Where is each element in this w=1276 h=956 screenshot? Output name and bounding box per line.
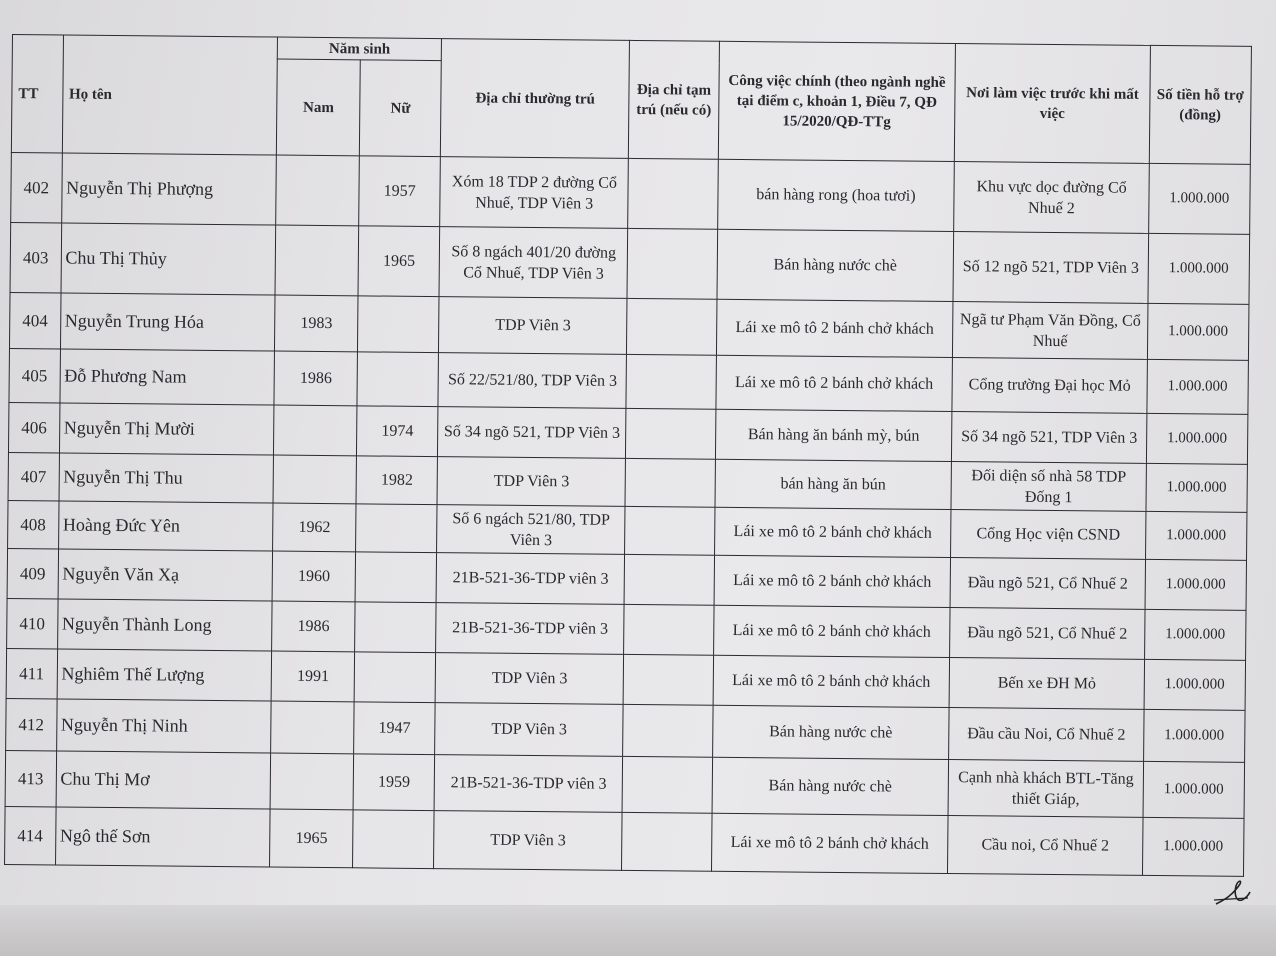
row-nu bbox=[355, 552, 436, 603]
row-tam-tru bbox=[625, 458, 715, 507]
row-tam-tru bbox=[622, 812, 712, 871]
row-ho-ten: Đỗ Phương Nam bbox=[60, 349, 275, 405]
header-noi-lam-viec: Nơi làm việc trước khi mất việc bbox=[955, 44, 1150, 164]
row-tt: 405 bbox=[9, 348, 60, 402]
row-so-tien: 1.000.000 bbox=[1147, 359, 1249, 414]
row-thuong-tru: 21B-521-36-TDP viên 3 bbox=[436, 553, 625, 605]
row-so-tien: 1.000.000 bbox=[1143, 709, 1245, 762]
row-ho-ten: Nguyễn Thành Long bbox=[57, 599, 272, 651]
row-ho-ten: Hoàng Đức Yên bbox=[58, 501, 273, 551]
row-thuong-tru: Số 6 ngách 521/80, TDP Viên 3 bbox=[437, 505, 626, 555]
row-tt: 409 bbox=[7, 548, 58, 598]
table-row bbox=[11, 152, 1251, 234]
row-tt: 403 bbox=[10, 222, 61, 292]
support-list-table bbox=[4, 34, 1252, 877]
row-so-tien: 1.000.000 bbox=[1147, 303, 1249, 360]
row-nu bbox=[355, 602, 436, 653]
row-so-tien: 1.000.000 bbox=[1145, 511, 1247, 560]
header-so-tien: Số tiền hỗ trợ (đồng) bbox=[1149, 45, 1251, 164]
row-thuong-tru: TDP Viên 3 bbox=[437, 457, 626, 507]
row-ho-ten: Nghiêm Thế Lượng bbox=[57, 649, 272, 701]
row-ho-ten: Chu Thị Thủy bbox=[61, 223, 276, 295]
row-noi-lam-viec: Ngã tư Phạm Văn Đồng, Cổ Nhuế bbox=[953, 302, 1148, 360]
row-nam: 1986 bbox=[274, 351, 358, 406]
row-so-tien: 1.000.000 bbox=[1145, 559, 1247, 610]
table-row bbox=[5, 806, 1244, 876]
row-nam: 1991 bbox=[271, 651, 354, 702]
row-nu bbox=[353, 810, 435, 869]
row-ho-ten: Chu Thị Mơ bbox=[56, 751, 271, 809]
row-cong-viec: Bán hàng nước chè bbox=[712, 757, 949, 815]
row-nu bbox=[354, 652, 435, 703]
row-thuong-tru: TDP Viên 3 bbox=[435, 653, 624, 705]
row-nu bbox=[356, 504, 437, 553]
row-thuong-tru: Xóm 18 TDP 2 đường Cổ Nhuế, TDP Viên 3 bbox=[440, 157, 629, 229]
row-cong-viec: Lái xe mô tô 2 bánh chở khách bbox=[714, 555, 951, 607]
row-nu: 1982 bbox=[356, 456, 437, 505]
row-tam-tru bbox=[622, 756, 712, 813]
row-nu: 1959 bbox=[353, 754, 435, 811]
row-ho-ten: Nguyễn Văn Xạ bbox=[58, 549, 273, 601]
signature-mark bbox=[1212, 870, 1252, 910]
row-thuong-tru: 21B-521-36-TDP viên 3 bbox=[436, 603, 625, 655]
row-noi-lam-viec: Cầu noi, Cổ Nhuế 2 bbox=[948, 816, 1143, 876]
row-tt: 414 bbox=[5, 806, 56, 864]
row-tt: 408 bbox=[8, 500, 59, 548]
row-so-tien: 1.000.000 bbox=[1143, 761, 1245, 818]
row-noi-lam-viec: Cổng Học viện CSND bbox=[951, 510, 1146, 560]
row-noi-lam-viec: Cổng trường Đại học Mỏ bbox=[952, 358, 1147, 414]
row-cong-viec: Bán hàng nước chè bbox=[712, 705, 949, 759]
row-cong-viec: Lái xe mô tô 2 bánh chở khách bbox=[711, 813, 948, 873]
row-tam-tru bbox=[623, 704, 713, 757]
row-thuong-tru: 21B-521-36-TDP viên 3 bbox=[434, 755, 623, 813]
row-nam: 1960 bbox=[272, 551, 355, 602]
row-so-tien: 1.000.000 bbox=[1148, 163, 1250, 234]
row-noi-lam-viec: Đầu ngõ 521, Cổ Nhuế 2 bbox=[950, 608, 1145, 660]
row-cong-viec: Lái xe mô tô 2 bánh chở khách bbox=[713, 605, 950, 657]
row-tt: 412 bbox=[6, 698, 57, 750]
header-ho-ten: Họ tên bbox=[62, 35, 278, 155]
row-so-tien: 1.000.000 bbox=[1144, 609, 1246, 660]
table-row bbox=[10, 222, 1250, 304]
row-nam bbox=[274, 405, 357, 456]
row-nam bbox=[276, 155, 360, 226]
header-dia-chi-thuong-tru: Địa chỉ thường trú bbox=[441, 39, 630, 159]
header-nam-sinh: Năm sinh bbox=[277, 37, 441, 61]
row-nu bbox=[357, 352, 438, 407]
row-nam: 1983 bbox=[275, 295, 359, 352]
row-tam-tru bbox=[624, 654, 714, 705]
row-cong-viec: Lái xe mô tô 2 bánh chở khách bbox=[716, 299, 953, 357]
row-so-tien: 1.000.000 bbox=[1148, 233, 1250, 304]
row-ho-ten: Nguyễn Thị Phượng bbox=[61, 153, 276, 225]
row-nam bbox=[273, 455, 356, 504]
header-tt: TT bbox=[11, 35, 63, 153]
row-ho-ten: Nguyễn Thị Mười bbox=[59, 403, 274, 455]
row-tt: 410 bbox=[7, 598, 58, 648]
row-nam: 1965 bbox=[270, 809, 354, 868]
row-ho-ten: Nguyễn Thị Ninh bbox=[56, 699, 271, 753]
row-thuong-tru: TDP Viên 3 bbox=[439, 297, 628, 355]
row-thuong-tru: TDP Viên 3 bbox=[434, 811, 623, 871]
row-noi-lam-viec: Cạnh nhà khách BTL-Tăng thiết Giáp, bbox=[948, 760, 1143, 818]
row-tam-tru bbox=[626, 354, 716, 409]
header-nam: Nam bbox=[277, 59, 361, 156]
row-nu bbox=[358, 296, 440, 353]
row-ho-ten: Nguyễn Thị Thu bbox=[59, 453, 274, 503]
row-tt: 413 bbox=[5, 750, 56, 806]
row-cong-viec: Bán hàng nước chè bbox=[717, 229, 955, 301]
header-cong-viec: Công việc chính (theo ngành nghề tại điểm c, khoản 1, Điều 7, QĐ 15/2020/QĐ-TTg bbox=[718, 41, 956, 161]
row-noi-lam-viec: Đầu cầu Noi, Cổ Nhuế 2 bbox=[949, 708, 1144, 762]
row-so-tien: 1.000.000 bbox=[1144, 659, 1246, 710]
row-tam-tru bbox=[628, 158, 718, 229]
row-tam-tru bbox=[624, 554, 714, 605]
row-cong-viec: bán hàng ăn bún bbox=[715, 459, 952, 509]
row-nam: 1986 bbox=[272, 601, 355, 652]
row-nam: 1962 bbox=[273, 503, 356, 552]
row-cong-viec: Lái xe mô tô 2 bánh chở khách bbox=[714, 507, 951, 557]
row-thuong-tru: Số 34 ngõ 521, TDP Viên 3 bbox=[438, 407, 627, 459]
row-tam-tru bbox=[627, 228, 717, 299]
row-nam bbox=[271, 701, 354, 754]
row-ho-ten: Ngô thế Sơn bbox=[55, 807, 270, 867]
row-so-tien: 1.000.000 bbox=[1146, 413, 1248, 464]
row-nu: 1974 bbox=[357, 406, 438, 457]
row-tt: 404 bbox=[9, 292, 60, 348]
row-nu: 1947 bbox=[354, 702, 435, 755]
row-noi-lam-viec: Đối diện số nhà 58 TDP Đống 1 bbox=[951, 462, 1146, 512]
row-cong-viec: Lái xe mô tô 2 bánh chở khách bbox=[713, 655, 950, 707]
row-tt: 402 bbox=[11, 152, 62, 222]
row-nam bbox=[270, 753, 354, 810]
row-noi-lam-viec: Số 12 ngõ 521, TDP Viên 3 bbox=[953, 232, 1148, 304]
header-nu: Nữ bbox=[360, 60, 442, 157]
row-tt: 411 bbox=[6, 648, 57, 698]
row-tam-tru bbox=[627, 298, 717, 355]
row-so-tien: 1.000.000 bbox=[1142, 817, 1244, 876]
row-cong-viec: bán hàng rong (hoa tươi) bbox=[717, 159, 955, 231]
desk-surface bbox=[0, 905, 1276, 956]
row-thuong-tru: TDP Viên 3 bbox=[435, 703, 624, 757]
row-thuong-tru: Số 8 ngách 401/20 đường Cổ Nhuế, TDP Viên 3 bbox=[439, 227, 628, 299]
row-cong-viec: Bán hàng ăn bánh mỳ, bún bbox=[715, 409, 952, 461]
row-noi-lam-viec: Khu vực dọc đường Cổ Nhuế 2 bbox=[954, 162, 1149, 234]
row-noi-lam-viec: Đầu ngõ 521, Cổ Nhuế 2 bbox=[950, 558, 1145, 610]
row-nu: 1957 bbox=[359, 156, 441, 227]
row-tam-tru bbox=[624, 604, 714, 655]
row-noi-lam-viec: Bến xe ĐH Mỏ bbox=[949, 658, 1144, 710]
row-nam bbox=[275, 225, 359, 296]
row-noi-lam-viec: Số 34 ngõ 521, TDP Viên 3 bbox=[952, 412, 1147, 464]
row-tt: 406 bbox=[8, 402, 59, 452]
row-cong-viec: Lái xe mô tô 2 bánh chở khách bbox=[715, 355, 952, 411]
row-tam-tru bbox=[625, 506, 715, 555]
row-nu: 1965 bbox=[358, 226, 440, 297]
row-so-tien: 1.000.000 bbox=[1146, 463, 1248, 512]
row-thuong-tru: Số 22/521/80, TDP Viên 3 bbox=[438, 353, 627, 409]
header-dia-chi-tam-tru: Địa chỉ tạm trú (nếu có) bbox=[629, 40, 719, 159]
row-tt: 407 bbox=[8, 452, 59, 500]
row-ho-ten: Nguyễn Trung Hóa bbox=[60, 293, 275, 351]
row-tam-tru bbox=[626, 408, 716, 459]
